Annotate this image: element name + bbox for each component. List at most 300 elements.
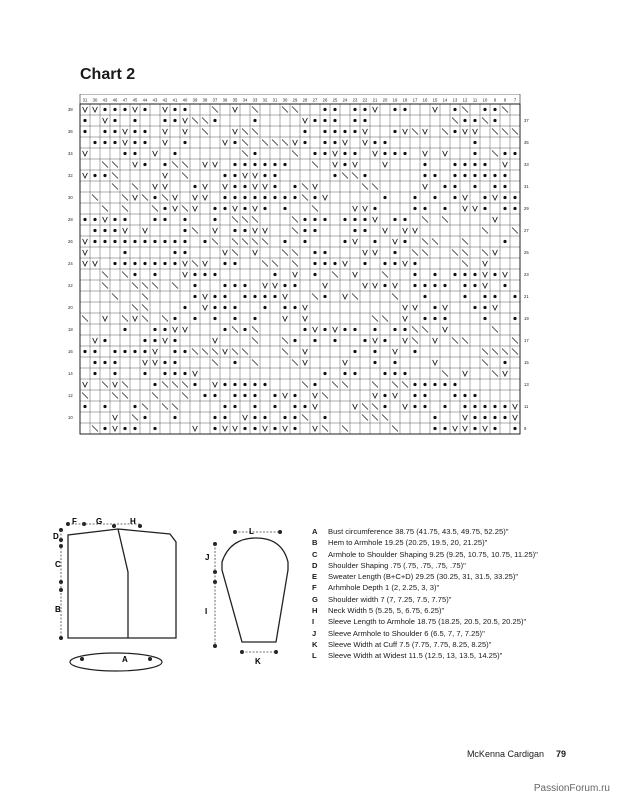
purl-stitch-dot xyxy=(323,218,326,221)
purl-stitch-dot xyxy=(123,240,126,243)
cable-diagonal xyxy=(502,107,508,113)
cable-diagonal xyxy=(382,316,388,322)
purl-stitch-dot xyxy=(343,372,346,375)
purl-stitch-dot xyxy=(453,273,456,276)
purl-stitch-dot xyxy=(423,174,426,177)
purl-stitch-dot xyxy=(443,207,446,210)
cable-diagonal xyxy=(372,415,378,421)
slip-stitch-v xyxy=(463,195,468,200)
purl-stitch-dot xyxy=(163,262,166,265)
purl-stitch-dot xyxy=(113,350,116,353)
cable-diagonal xyxy=(292,360,298,366)
purl-stitch-dot xyxy=(153,273,156,276)
column-number: 43 xyxy=(102,97,108,103)
purl-stitch-dot xyxy=(483,295,486,298)
slip-stitch-v xyxy=(93,338,98,343)
cable-diagonal xyxy=(102,272,108,278)
column-number: 11 xyxy=(472,97,478,103)
purl-stitch-dot xyxy=(383,339,386,342)
cable-diagonal xyxy=(162,195,168,201)
slip-stitch-v xyxy=(323,283,328,288)
purl-stitch-dot xyxy=(223,207,226,210)
slip-stitch-v xyxy=(263,228,268,233)
slip-stitch-v xyxy=(303,349,308,354)
purl-stitch-dot xyxy=(113,229,116,232)
slip-stitch-v xyxy=(263,184,268,189)
legend-row-d: D Shoulder Shaping .75 (.75, .75, .75, .75)" xyxy=(312,560,466,570)
purl-stitch-dot xyxy=(133,130,136,133)
slip-stitch-v xyxy=(213,382,218,387)
purl-stitch-dot xyxy=(393,361,396,364)
slip-stitch-v xyxy=(183,272,188,277)
purl-stitch-dot xyxy=(93,174,96,177)
cable-diagonal xyxy=(272,140,278,146)
purl-stitch-dot xyxy=(183,251,186,254)
slip-stitch-v xyxy=(353,272,358,277)
slip-stitch-v xyxy=(133,316,138,321)
purl-stitch-dot xyxy=(483,207,486,210)
row-number-left: 10 xyxy=(68,415,73,420)
slip-stitch-v xyxy=(313,426,318,431)
purl-stitch-dot xyxy=(93,361,96,364)
cable-diagonal xyxy=(292,151,298,157)
purl-stitch-dot xyxy=(183,108,186,111)
purl-stitch-dot xyxy=(223,405,226,408)
purl-stitch-dot xyxy=(333,119,336,122)
purl-stitch-dot xyxy=(163,218,166,221)
purl-stitch-dot xyxy=(313,152,316,155)
slip-stitch-v xyxy=(483,283,488,288)
slip-stitch-v xyxy=(493,305,498,310)
purl-stitch-dot xyxy=(403,240,406,243)
slip-stitch-v xyxy=(333,151,338,156)
purl-stitch-dot xyxy=(173,372,176,375)
slip-stitch-v xyxy=(183,327,188,332)
slip-stitch-v xyxy=(153,349,158,354)
slip-stitch-v xyxy=(183,261,188,266)
purl-stitch-dot xyxy=(303,229,306,232)
slip-stitch-v xyxy=(223,184,228,189)
purl-stitch-dot xyxy=(123,427,126,430)
purl-stitch-dot xyxy=(503,152,506,155)
purl-stitch-dot xyxy=(423,405,426,408)
slip-stitch-v xyxy=(363,129,368,134)
purl-stitch-dot xyxy=(453,108,456,111)
purl-stitch-dot xyxy=(223,383,226,386)
slip-stitch-v xyxy=(283,316,288,321)
label-D: D xyxy=(53,532,59,541)
slip-stitch-v xyxy=(253,206,258,211)
column-number: 29 xyxy=(292,97,298,103)
slip-stitch-v xyxy=(453,426,458,431)
slip-stitch-v xyxy=(103,217,108,222)
column-number: 28 xyxy=(302,97,308,103)
label-J: J xyxy=(205,553,210,562)
row-number-left: 38 xyxy=(68,107,73,112)
purl-stitch-dot xyxy=(223,284,226,287)
cable-diagonal xyxy=(282,107,288,113)
column-number: 7 xyxy=(513,97,517,103)
purl-stitch-dot xyxy=(463,163,466,166)
purl-stitch-dot xyxy=(493,295,496,298)
slip-stitch-v xyxy=(93,261,98,266)
slip-stitch-v xyxy=(303,305,308,310)
slip-stitch-v xyxy=(193,195,198,200)
label-G: G xyxy=(96,517,103,526)
purl-stitch-dot xyxy=(93,218,96,221)
purl-stitch-dot xyxy=(473,273,476,276)
column-number: 30 xyxy=(92,97,98,103)
slip-stitch-v xyxy=(503,162,508,167)
slip-stitch-v xyxy=(113,382,118,387)
purl-stitch-dot xyxy=(153,328,156,331)
row-number-left: 36 xyxy=(68,129,73,134)
label-K: K xyxy=(255,657,261,666)
slip-stitch-v xyxy=(193,206,198,211)
purl-stitch-dot xyxy=(233,361,236,364)
cable-diagonal xyxy=(412,250,418,256)
purl-stitch-dot xyxy=(273,405,276,408)
purl-stitch-dot xyxy=(173,251,176,254)
purl-stitch-dot xyxy=(243,328,246,331)
slip-stitch-v xyxy=(373,151,378,156)
cable-diagonal xyxy=(482,228,488,234)
purl-stitch-dot xyxy=(493,416,496,419)
purl-stitch-dot xyxy=(143,416,146,419)
purl-stitch-dot xyxy=(413,284,416,287)
slip-stitch-v xyxy=(163,129,168,134)
cable-diagonal xyxy=(152,283,158,289)
purl-stitch-dot xyxy=(353,328,356,331)
slip-stitch-v xyxy=(493,250,498,255)
slip-stitch-v xyxy=(433,107,438,112)
row-number-right: 35 xyxy=(524,140,529,145)
purl-stitch-dot xyxy=(293,394,296,397)
column-number: 44 xyxy=(142,97,148,103)
cable-diagonal xyxy=(82,316,88,322)
purl-stitch-dot xyxy=(433,306,436,309)
purl-stitch-dot xyxy=(293,306,296,309)
purl-stitch-dot xyxy=(233,317,236,320)
purl-stitch-dot xyxy=(243,196,246,199)
cable-diagonal xyxy=(82,393,88,399)
slip-stitch-v xyxy=(423,129,428,134)
cable-diagonal xyxy=(212,360,218,366)
purl-stitch-dot xyxy=(143,108,146,111)
slip-stitch-v xyxy=(403,404,408,409)
column-number: 40 xyxy=(182,97,188,103)
slip-stitch-v xyxy=(403,261,408,266)
cable-diagonal xyxy=(362,184,368,190)
purl-stitch-dot xyxy=(183,229,186,232)
purl-stitch-dot xyxy=(293,339,296,342)
legend-row-j: J Sleeve Armhole to Shoulder 6 (6.5, 7, 7, 7.25)" xyxy=(312,628,485,638)
slip-stitch-v xyxy=(343,294,348,299)
row-number-left: 30 xyxy=(68,195,73,200)
purl-stitch-dot xyxy=(323,141,326,144)
column-number: 16 xyxy=(422,97,428,103)
purl-stitch-dot xyxy=(513,427,516,430)
purl-stitch-dot xyxy=(233,284,236,287)
purl-stitch-dot xyxy=(213,218,216,221)
cable-diagonal xyxy=(382,272,388,278)
slip-stitch-v xyxy=(343,360,348,365)
purl-stitch-dot xyxy=(433,317,436,320)
cable-diagonal xyxy=(392,294,398,300)
column-number: 18 xyxy=(402,97,408,103)
cable-diagonal xyxy=(492,349,498,355)
cable-diagonal xyxy=(142,195,148,201)
bust-circumference-ellipse xyxy=(70,653,162,671)
purl-stitch-dot xyxy=(213,306,216,309)
slip-stitch-v xyxy=(313,404,318,409)
purl-stitch-dot xyxy=(263,163,266,166)
cable-diagonal xyxy=(292,228,298,234)
purl-stitch-dot xyxy=(253,317,256,320)
slip-stitch-v xyxy=(333,162,338,167)
purl-stitch-dot xyxy=(233,306,236,309)
slip-stitch-v xyxy=(113,415,118,420)
purl-stitch-dot xyxy=(303,240,306,243)
purl-stitch-dot xyxy=(173,416,176,419)
slip-stitch-v xyxy=(493,217,498,222)
purl-stitch-dot xyxy=(153,427,156,430)
cable-diagonal xyxy=(202,129,208,135)
purl-stitch-dot xyxy=(143,130,146,133)
cable-diagonal xyxy=(192,118,198,124)
purl-stitch-dot xyxy=(283,240,286,243)
purl-stitch-dot xyxy=(243,427,246,430)
row-number-left: 26 xyxy=(68,239,73,244)
purl-stitch-dot xyxy=(513,317,516,320)
column-number: 10 xyxy=(482,97,488,103)
cable-diagonal xyxy=(492,327,498,333)
row-number-right: 11 xyxy=(524,404,529,409)
purl-stitch-dot xyxy=(233,262,236,265)
slip-stitch-v xyxy=(463,206,468,211)
row-number-left: 32 xyxy=(68,173,73,178)
purl-stitch-dot xyxy=(233,141,236,144)
cable-diagonal xyxy=(302,382,308,388)
purl-stitch-dot xyxy=(173,317,176,320)
cable-diagonal xyxy=(252,327,258,333)
purl-stitch-dot xyxy=(443,317,446,320)
column-number: 32 xyxy=(262,97,268,103)
column-number: 46 xyxy=(112,97,118,103)
cable-diagonal xyxy=(382,415,388,421)
slip-stitch-v xyxy=(513,404,518,409)
cable-diagonal xyxy=(432,239,438,245)
cable-diagonal xyxy=(142,283,148,289)
legend-row-l: L Sleeve Width at Widest 11.5 (12.5, 13, 13.5, 14.25)" xyxy=(312,651,503,661)
purl-stitch-dot xyxy=(223,328,226,331)
cable-diagonal xyxy=(452,118,458,124)
purl-stitch-dot xyxy=(143,240,146,243)
purl-stitch-dot xyxy=(213,427,216,430)
legend-row-g: G Shoulder width 7 (7, 7.25, 7.5, 7.75)" xyxy=(312,594,452,604)
slip-stitch-v xyxy=(413,228,418,233)
row-number-right: 25 xyxy=(524,250,529,255)
purl-stitch-dot xyxy=(383,262,386,265)
purl-stitch-dot xyxy=(223,416,226,419)
purl-stitch-dot xyxy=(133,152,136,155)
column-number: 31 xyxy=(272,97,278,103)
cable-diagonal xyxy=(242,349,248,355)
purl-stitch-dot xyxy=(283,284,286,287)
slip-stitch-v xyxy=(303,118,308,123)
purl-stitch-dot xyxy=(263,174,266,177)
purl-stitch-dot xyxy=(273,295,276,298)
purl-stitch-dot xyxy=(103,141,106,144)
purl-stitch-dot xyxy=(143,141,146,144)
purl-stitch-dot xyxy=(163,240,166,243)
row-number-left: 20 xyxy=(68,305,73,310)
purl-stitch-dot xyxy=(393,152,396,155)
legend-row-f: F Arhmhole Depth 1 (2, 2.25, 3, 3)" xyxy=(312,583,440,593)
slip-stitch-v xyxy=(383,162,388,167)
row-number-right: 21 xyxy=(524,294,529,299)
cable-diagonal xyxy=(132,305,138,311)
purl-stitch-dot xyxy=(473,119,476,122)
slip-stitch-v xyxy=(323,195,328,200)
purl-stitch-dot xyxy=(93,240,96,243)
purl-stitch-dot xyxy=(83,130,86,133)
purl-stitch-dot xyxy=(323,262,326,265)
purl-stitch-dot xyxy=(443,405,446,408)
knitting-chart xyxy=(66,94,546,451)
purl-stitch-dot xyxy=(83,218,86,221)
purl-stitch-dot xyxy=(233,405,236,408)
cable-diagonal xyxy=(192,349,198,355)
purl-stitch-dot xyxy=(193,295,196,298)
purl-stitch-dot xyxy=(273,163,276,166)
column-number: 37 xyxy=(212,97,218,103)
purl-stitch-dot xyxy=(93,372,96,375)
cable-diagonal xyxy=(292,107,298,113)
purl-stitch-dot xyxy=(113,240,116,243)
purl-stitch-dot xyxy=(423,207,426,210)
purl-stitch-dot xyxy=(143,339,146,342)
slip-stitch-v xyxy=(443,327,448,332)
slip-stitch-v xyxy=(173,327,178,332)
cable-diagonal xyxy=(442,129,448,135)
column-number: 17 xyxy=(412,97,418,103)
purl-stitch-dot xyxy=(353,350,356,353)
cable-diagonal xyxy=(122,393,128,399)
purl-stitch-dot xyxy=(303,130,306,133)
purl-stitch-dot xyxy=(153,383,156,386)
purl-stitch-dot xyxy=(113,372,116,375)
purl-stitch-dot xyxy=(103,361,106,364)
purl-stitch-dot xyxy=(203,273,206,276)
slip-stitch-v xyxy=(273,283,278,288)
dimension-lines xyxy=(61,524,280,652)
purl-stitch-dot xyxy=(333,108,336,111)
purl-stitch-dot xyxy=(473,427,476,430)
slip-stitch-v xyxy=(363,283,368,288)
purl-stitch-dot xyxy=(383,405,386,408)
purl-stitch-dot xyxy=(113,141,116,144)
slip-stitch-v xyxy=(253,250,258,255)
column-number: 27 xyxy=(312,97,318,103)
cable-diagonal xyxy=(272,261,278,267)
cable-diagonal xyxy=(232,327,238,333)
purl-stitch-dot xyxy=(193,185,196,188)
purl-stitch-dot xyxy=(413,405,416,408)
purl-stitch-dot xyxy=(503,185,506,188)
purl-stitch-dot xyxy=(133,119,136,122)
cable-diagonal xyxy=(482,349,488,355)
cable-diagonal xyxy=(342,382,348,388)
cable-diagonal xyxy=(122,382,128,388)
purl-stitch-dot xyxy=(273,273,276,276)
slip-stitch-v xyxy=(353,206,358,211)
purl-stitch-dot xyxy=(233,394,236,397)
slip-stitch-v xyxy=(93,107,98,112)
slip-stitch-v xyxy=(373,338,378,343)
purl-stitch-dot xyxy=(243,295,246,298)
slip-stitch-v xyxy=(473,206,478,211)
purl-stitch-dot xyxy=(453,185,456,188)
cable-diagonal xyxy=(452,338,458,344)
slip-stitch-v xyxy=(83,382,88,387)
slip-stitch-v xyxy=(403,305,408,310)
watermark: PassionForum.ru xyxy=(533,783,610,794)
purl-stitch-dot xyxy=(233,174,236,177)
purl-stitch-dot xyxy=(323,372,326,375)
legend-row-b: B Hem to Armhole 19.25 (20.25, 19.5, 20, 21.25)" xyxy=(312,538,488,548)
purl-stitch-dot xyxy=(223,174,226,177)
purl-stitch-dot xyxy=(363,339,366,342)
purl-stitch-dot xyxy=(503,240,506,243)
purl-stitch-dot xyxy=(483,416,486,419)
cable-diagonal xyxy=(202,118,208,124)
cable-diagonal xyxy=(352,173,358,179)
cable-diagonal xyxy=(342,426,348,432)
purl-stitch-dot xyxy=(353,108,356,111)
slip-stitch-v xyxy=(413,305,418,310)
cable-diagonal xyxy=(462,107,468,113)
purl-stitch-dot xyxy=(113,262,116,265)
cable-diagonal xyxy=(242,129,248,135)
purl-stitch-dot xyxy=(343,130,346,133)
purl-stitch-dot xyxy=(193,383,196,386)
slip-stitch-v xyxy=(313,184,318,189)
purl-stitch-dot xyxy=(313,339,316,342)
slip-stitch-v xyxy=(363,206,368,211)
purl-stitch-dot xyxy=(393,218,396,221)
cable-diagonal xyxy=(112,173,118,179)
purl-stitch-dot xyxy=(163,119,166,122)
cable-diagonal xyxy=(192,261,198,267)
row-number-right: 33 xyxy=(524,162,529,167)
cable-diagonal xyxy=(112,294,118,300)
slip-stitch-v xyxy=(483,261,488,266)
purl-stitch-dot xyxy=(253,163,256,166)
cable-diagonal xyxy=(182,206,188,212)
row-number-left: 28 xyxy=(68,217,73,222)
purl-stitch-dot xyxy=(393,251,396,254)
purl-stitch-dot xyxy=(483,196,486,199)
cable-diagonal xyxy=(132,283,138,289)
purl-stitch-dot xyxy=(213,394,216,397)
purl-stitch-dot xyxy=(503,174,506,177)
purl-stitch-dot xyxy=(173,361,176,364)
slip-stitch-v xyxy=(153,360,158,365)
purl-stitch-dot xyxy=(123,350,126,353)
cable-diagonal xyxy=(512,349,518,355)
purl-stitch-dot xyxy=(83,119,86,122)
